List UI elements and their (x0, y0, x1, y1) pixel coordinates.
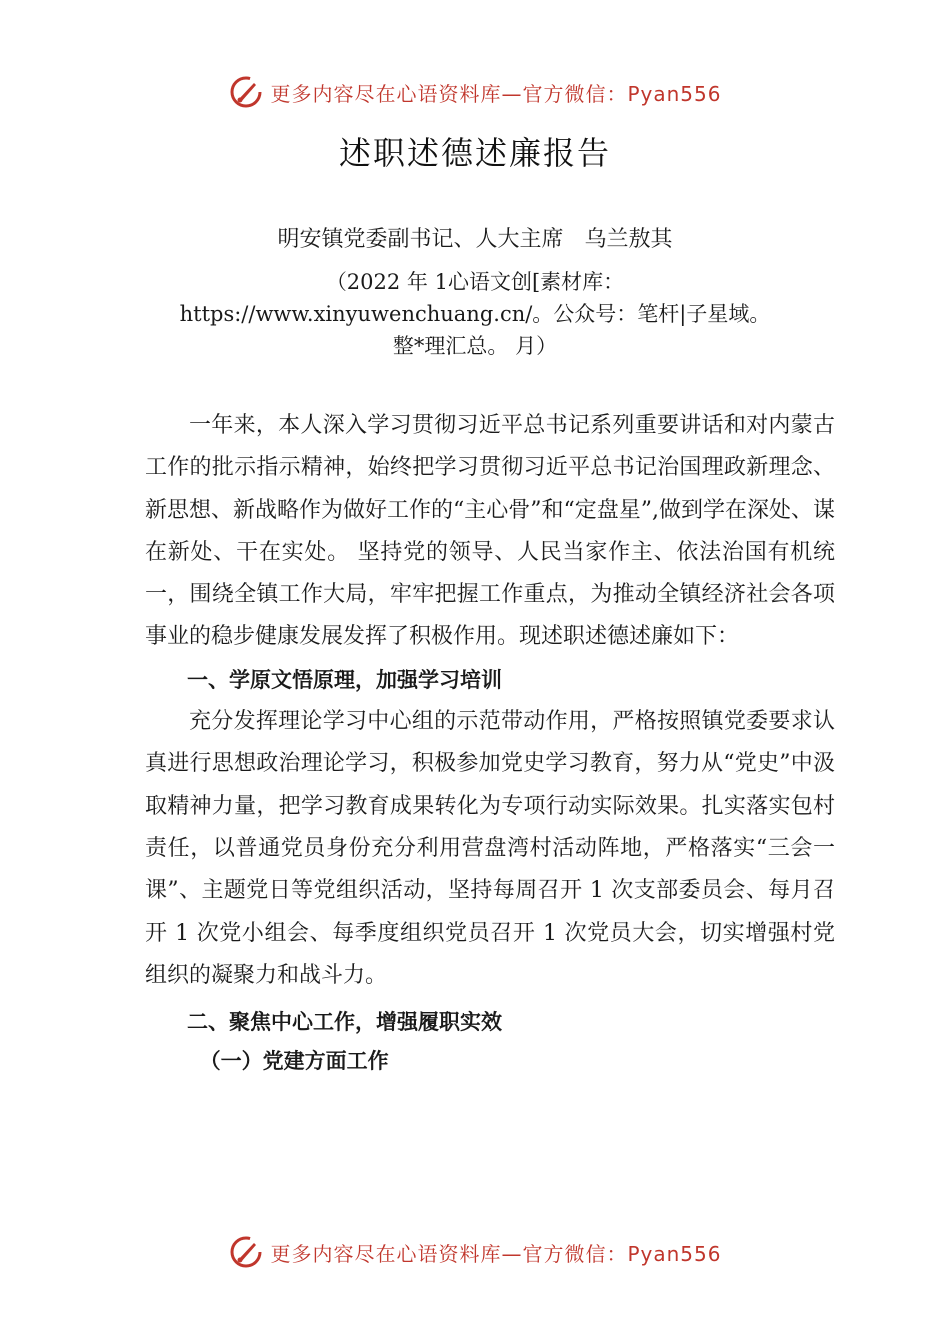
footer-banner (0, 1230, 950, 1274)
document-title: 述职述德述廉报告 (338, 134, 611, 172)
banner-text: 更多内容尽在心语资料库—官方微信：Pyan556 (270, 81, 722, 106)
section-1-heading: 一、学原文悟原理，加强学习培训 (187, 667, 502, 692)
ink-brush-logo-icon (228, 1234, 264, 1270)
date-line-2: https://www.xinyuwenchuang.cn/。公众号：笔杆|子星域。 (179, 302, 771, 326)
header-banner (0, 70, 950, 114)
date-line-1: （2022 年 1心语文创[素材库： (325, 270, 625, 294)
banner-text: 更多内容尽在心语资料库—官方微信：Pyan556 (270, 1241, 722, 1266)
document-body (145, 405, 835, 1079)
section-1-paragraph: 充分发挥理论学习中心组的示范带动作用，严格按照镇党委要求认真进行思想政治理论学习，积极参加党史学习教育，努力从“党史”中汲取精神力量，把学习教育成果转化为专项行动实际效果。扎实落实包村责任，以普通党员身份充分利用营盘湾村活动阵地，严格落实“三会一课”、主题党日等党组织活动，坚持每周召开 1 次支部委员会、每月召开 1 次党小组会、每季度组织党员召开 1 次党员大会，切实增强村党组织的凝聚力和战斗力。 (145, 709, 835, 988)
section-2-heading: 二、聚焦中心工作，增强履职实效 (187, 1010, 502, 1035)
date-line-3: 整*理汇总。 月） (392, 334, 558, 358)
date-line (120, 266, 830, 362)
ink-brush-logo-icon (228, 74, 264, 110)
author-line: 明安镇党委副书记、人大主席 乌兰敖其 (277, 227, 673, 252)
intro-paragraph: 一年来，本人深入学习贯彻习近平总书记系列重要讲话和对内蒙古工作的批示指示精神，始终把学习贯彻习近平总书记治国理政新理念、新思想、新战略作为做好工作的“主心骨”和“定盘星”,做到学在深处、谋在新处、干在实处。 坚持党的领导、人民当家作主、依法治国有机统一，围绕全镇工作大局，牢牢把握工作重点，为推动全镇经济社会各项 事业的稳步健康发展发挥了积极作用。现述职述德述廉如下： (145, 413, 835, 650)
section-2-subheading-1: （一）党建方面工作 (199, 1049, 389, 1074)
